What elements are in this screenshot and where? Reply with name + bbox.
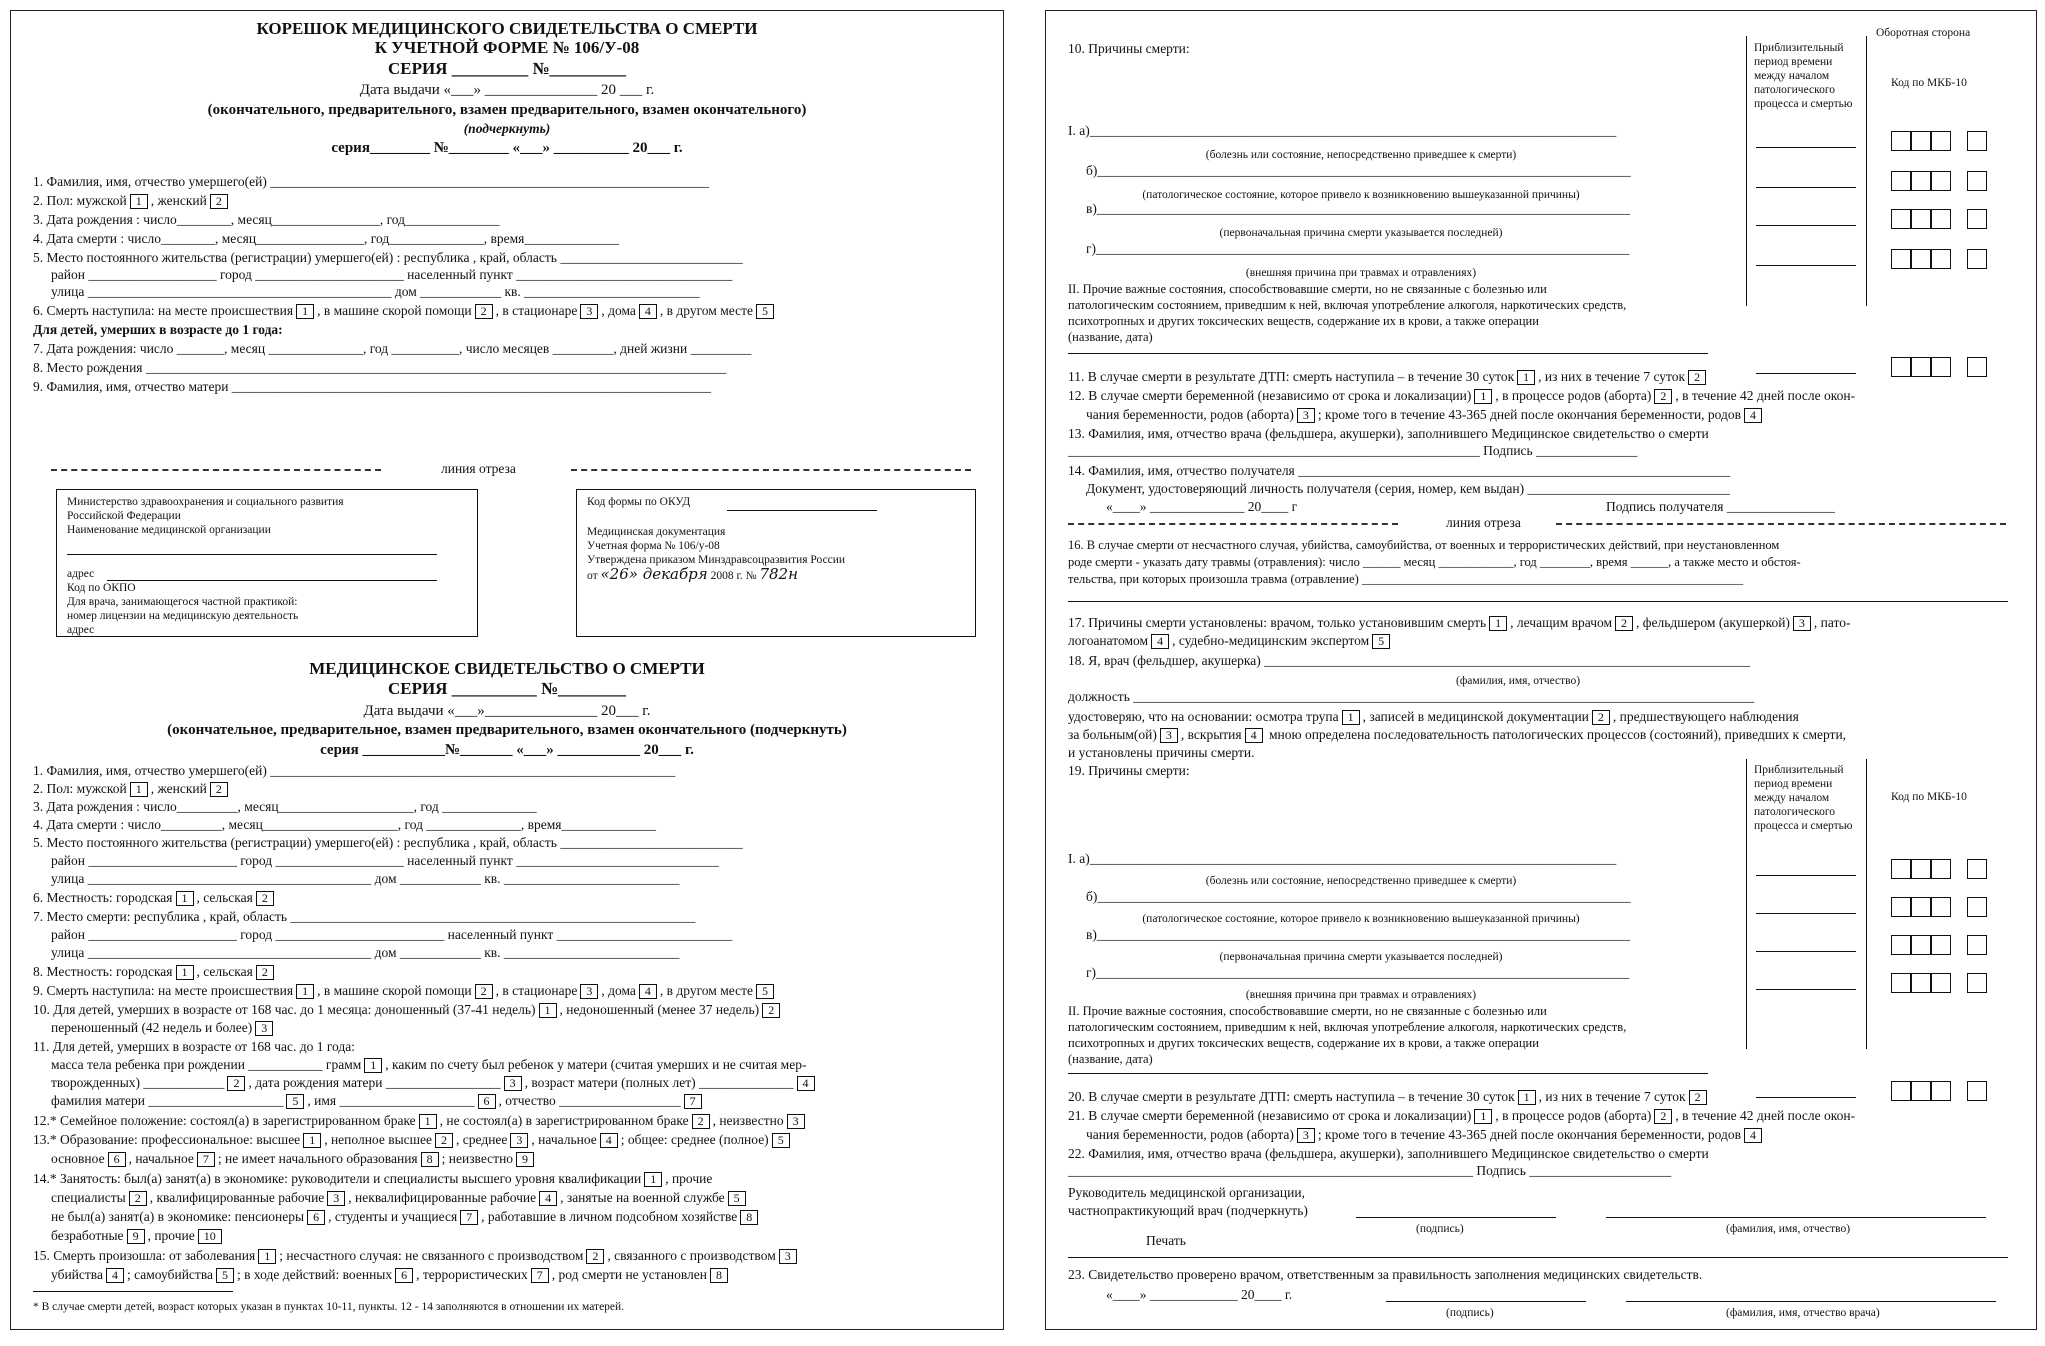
column-divider: [1746, 759, 1747, 1049]
icd-code-cell[interactable]: [1931, 249, 1951, 269]
rule: [1356, 1217, 1556, 1218]
icd-code-cell[interactable]: [1891, 935, 1911, 955]
cause-a-2: I. а)______________________________________________________________________________: [1068, 851, 1617, 866]
certificate-series-2: серия ___________№_______ «___» ___________ 20___ г.: [320, 742, 694, 758]
icd-code-cell[interactable]: [1967, 357, 1987, 377]
cert-field-10c: переношенный (42 недель и более) 3: [51, 1020, 276, 1036]
icd-code-cell[interactable]: [1891, 897, 1911, 917]
icd-code-cell[interactable]: [1931, 209, 1951, 229]
cert-field-15: 15. Смерть произошла: от заболевания 1 ; несчастного случая: не связанного с производством 2 , связанного с производством 3: [33, 1248, 800, 1264]
ministry-address-2: адрес: [67, 624, 95, 636]
stub-title: КОРЕШОК МЕДИЦИНСКОГО СВИДЕТЕЛЬСТВА О СМЕРТИ: [256, 19, 758, 38]
cert-field-13f: основное 6 , начальное 7 ; не имеет начального образования 8 ; неизвестно 9: [51, 1151, 537, 1167]
period-line[interactable]: [1756, 265, 1856, 266]
icd-code-cell[interactable]: [1967, 973, 1987, 993]
cert-field-3: 3. Дата рождения : число_________, месяц____________________, год ______________: [33, 799, 537, 814]
stub-field-6: 6. Смерть наступила: на месте происшествия 1 , в машине скорой помощи 2 , в стационаре 3 , дома 4 , в другом месте 5: [33, 303, 777, 319]
certificate-types: (окончательное, предварительное, взамен предварительного, взамен окончательного (подчеркнуть): [167, 722, 847, 738]
icd-code-cell[interactable]: [1891, 131, 1911, 151]
icd-code-cell[interactable]: [1931, 973, 1951, 993]
ministry-box: [56, 489, 478, 637]
icd-code-cell[interactable]: [1931, 357, 1951, 377]
stub-field-2: 2. Пол: мужской 1 , женский 2: [33, 193, 231, 209]
head-sign-caption: (подпись): [1416, 1223, 1464, 1235]
footnote: * В случае смерти детей, возраст которых указан в пунктах 10-11, пункты. 12 - 14 заполняются в отношении их матерей.: [33, 1301, 625, 1313]
stub-underline-note: (подчеркнуть): [463, 121, 551, 136]
certificate-front-page: [10, 10, 1004, 1330]
icd-code-cell[interactable]: [1931, 859, 1951, 879]
column-divider: [1866, 759, 1867, 1049]
stub-field-8: 8. Место рождения ______________________________________________________________________________________: [33, 360, 727, 375]
q16c: тельства, при которых произошла травма (отравление) _____________________________________________________________: [1068, 572, 1744, 586]
icd-code-cell[interactable]: [1911, 973, 1931, 993]
cause-g: г)_______________________________________________________________________________: [1086, 241, 1630, 256]
q18-certify: удостоверяю, что на основании: осмотра трупа 1 , записей в медицинской документации 2 , предшествующего наблюдения: [1068, 709, 1799, 725]
q12: 12. В случае смерти беременной (независимо от срока и локализации) 1 , в процессе родов (аборта) 2 , в течение 42 дней после окон-: [1068, 388, 1856, 404]
other-conditions-2-2: патологическим состоянием, приведшим к ней, включая употребление алкоголя, наркотических средств,: [1068, 1020, 1627, 1034]
okud-approved: Утверждена приказом Минздравсоцразвития России: [587, 554, 846, 566]
rule: [1068, 1257, 2008, 1258]
stub-field-9: 9. Фамилия, имя, отчество матери _______________________________________________________________________: [33, 379, 712, 394]
q19-heading: 19. Причины смерти:: [1068, 763, 1190, 778]
cert-field-4: 4. Дата смерти : число_________, месяц____________________, год ______________, время______________: [33, 817, 656, 832]
q20: 20. В случае смерти в результате ДТП: смерть наступила – в течение 30 суток 1 , из них в течение 7 суток 2: [1068, 1089, 1710, 1105]
cause-b-caption: (патологическое состояние, которое привело к возникновению вышеуказанной причины): [1142, 189, 1580, 201]
icd-code-cell[interactable]: [1967, 131, 1987, 151]
other-conditions-2-4: (название, дата): [1068, 1052, 1153, 1066]
q16a: 16. В случае смерти от несчастного случая, убийства, самоубийства, от военных и террористических действий, при неустановленном: [1068, 538, 1780, 552]
cause-v-2: в)_______________________________________________________________________________: [1086, 927, 1631, 942]
period-header-2: Приблизительный период времени между началом патологического процесса и смертью: [1754, 764, 1853, 832]
cut-line-right: [571, 469, 971, 471]
icd-code-cell[interactable]: [1911, 171, 1931, 191]
cause-b-caption-2: (патологическое состояние, которое привело к возникновению вышеуказанной причины): [1142, 913, 1580, 925]
stub-infants-heading: Для детей, умерших в возрасте до 1 года:: [33, 322, 283, 337]
icd-code-cell[interactable]: [1891, 249, 1911, 269]
q18-position: должность ____________________________________________________________________________________________: [1068, 689, 1755, 704]
cause-a-caption-2: (болезнь или состояние, непосредственно приведшее к смерти): [1205, 875, 1517, 887]
q13: 13. Фамилия, имя, отчество врача (фельдшера, акушерки), заполнившего Медицинское свидетельство о смерти: [1068, 426, 1709, 441]
stub-field-4: 4. Дата смерти : число________, месяц________________, год______________, время______________: [33, 231, 619, 246]
cert-field-5c: улица __________________________________________ дом ____________ кв. __________________________: [51, 871, 680, 886]
cert-field-13: 13.* Образование: профессиональное: высшее 1 , неполное высшее 2 , среднее 3 , начальное 4 ; общее: среднее (полное) 5: [33, 1132, 793, 1148]
q18-end: и установлены причины смерти.: [1068, 745, 1255, 760]
okud-code: Код формы по ОКУД: [587, 496, 691, 508]
stub-field-5b: район ___________________ город ______________________ населенный пункт ________________________________: [51, 267, 733, 282]
period-line[interactable]: [1756, 147, 1856, 148]
rule: [1068, 353, 1708, 354]
q23-name-caption: (фамилия, имя, отчество врача): [1726, 1307, 1880, 1319]
q18-caption: (фамилия, имя, отчество): [1456, 675, 1581, 687]
okud-box: [576, 489, 976, 637]
icd-code-cell[interactable]: [1931, 171, 1951, 191]
okud-form-number: Учетная форма № 106/у-08: [587, 540, 720, 552]
cut-line-left: [51, 469, 381, 471]
stub-series: СЕРИЯ _________ №_________: [387, 59, 627, 78]
cause-g-2: г)_______________________________________________________________________________: [1086, 965, 1630, 980]
period-line[interactable]: [1756, 875, 1856, 876]
cert-field-11: 11. Для детей, умерших в возрасте от 168 час. до 1 года:: [33, 1039, 356, 1054]
column-divider: [1746, 36, 1747, 306]
icd-code-cell[interactable]: [1911, 209, 1931, 229]
cause-a-caption: (болезнь или состояние, непосредственно приведшее к смерти): [1205, 149, 1517, 161]
icd-code-cell[interactable]: [1891, 209, 1911, 229]
stub-field-5a: 5. Место постоянного жительства (регистрации) умершего(ей) : республика , край, область ___________________________: [33, 250, 743, 265]
cert-field-11c: творожденных) ____________ 2 , дата рождения матери _________________ 3 , возраст матери (полных лет) ______________ 4: [51, 1075, 818, 1091]
cause-g-caption: (внешняя причина при травмах и отравлениях): [1245, 267, 1477, 279]
column-divider: [1866, 36, 1867, 306]
rule: [1386, 1301, 1586, 1302]
head-name-caption: (фамилия, имя, отчество): [1726, 1223, 1851, 1235]
cause-v: в)_______________________________________________________________________________: [1086, 201, 1631, 216]
cause-g-caption-2: (внешняя причина при травмах и отравлениях): [1245, 989, 1477, 1001]
ministry-line-3: Наименование медицинской организации: [67, 524, 271, 536]
icd-code-cell[interactable]: [1967, 209, 1987, 229]
ministry-private-doctor: Для врача, занимающегося частной практикой:: [67, 596, 298, 608]
footnote-rule: [33, 1291, 233, 1292]
cause-a: I. а)______________________________________________________________________________: [1068, 123, 1617, 138]
other-conditions-4: (название, дата): [1068, 330, 1153, 344]
cut-line-label: линия отреза: [441, 461, 516, 476]
cause-b-2: б)_______________________________________________________________________________: [1086, 889, 1631, 904]
head-line-1: Руководитель медицинской организации,: [1068, 1185, 1305, 1200]
cut-line-label: линия отреза: [1446, 515, 1521, 530]
rule: [1068, 601, 2008, 602]
stub-field-3: 3. Дата рождения : число________, месяц________________, год______________: [33, 212, 500, 227]
period-header: Приблизительный период времени между началом патологического процесса и смертью: [1754, 42, 1853, 110]
cert-field-5b: район ______________________ город ___________________ населенный пункт ______________________________: [51, 853, 719, 868]
ministry-address: адрес: [67, 568, 95, 580]
period-line[interactable]: [1756, 187, 1856, 188]
q23: 23. Свидетельство проверено врачом, ответственным за правильность заполнения медицинских свидетельств.: [1068, 1267, 1703, 1282]
certificate-back-page: [1045, 10, 2037, 1330]
icd-code-cell[interactable]: [1967, 935, 1987, 955]
cert-field-1: 1. Фамилия, имя, отчество умершего(ей) ____________________________________________________________: [33, 763, 676, 778]
icd-code-cell[interactable]: [1967, 859, 1987, 879]
rule: [107, 580, 437, 581]
period-line[interactable]: [1756, 225, 1856, 226]
ministry-line-1: Министерство здравоохранения и социального развития: [67, 496, 344, 508]
q14-date: «____» ______________ 20____ г: [1106, 499, 1298, 514]
other-conditions-3: психотропных и других токсических веществ, содержание их в крови, а также операции: [1068, 314, 1539, 328]
icd-code-cell[interactable]: [1931, 935, 1951, 955]
certificate-series: СЕРИЯ __________ №________: [387, 679, 627, 698]
okud-medical-doc: Медицинская документация: [587, 526, 726, 538]
cert-field-11f: фамилия матери ____________________ 5 , имя ____________________ 6 , отчество __________________ 7: [51, 1093, 705, 1109]
icd-code-cell[interactable]: [1891, 357, 1911, 377]
icd-code-cell[interactable]: [1891, 973, 1911, 993]
icd-code-cell[interactable]: [1967, 897, 1987, 917]
ministry-license: номер лицензии на медицинскую деятельность: [67, 610, 299, 622]
q21d: чания беременности, родов (аборта) 3 ; кроме того в течение 43-365 дней после окончания беременности, родов 4: [1086, 1127, 1765, 1143]
icd-header-2: Код по МКБ-10: [1891, 791, 1967, 803]
icd-code-cell[interactable]: [1911, 935, 1931, 955]
cause-b: б)_______________________________________________________________________________: [1086, 163, 1631, 178]
stub-types: (окончательного, предварительного, взамен предварительного, взамен окончательного): [207, 102, 807, 118]
cert-field-5a: 5. Место постоянного жительства (регистрации) умершего(ей) : республика , край, область ___________________________: [33, 835, 743, 850]
cert-field-10: 10. Для детей, умерших в возрасте от 168 час. до 1 месяца: доношенный (37-41 недель) 1 , недоношенный (менее 37 недель) 2: [33, 1002, 783, 1018]
q17: 17. Причины смерти установлены: врачом, только установившим смерть 1 , лечащим врачом 2 , фельдшером (акушеркой) 3 , пато-: [1068, 615, 1851, 631]
icd-code-cell[interactable]: [1911, 859, 1931, 879]
cert-field-7c: улица __________________________________________ дом ____________ кв. __________________________: [51, 945, 680, 960]
ministry-line-2: Российской Федерации: [67, 510, 181, 522]
q11: 11. В случае смерти в результате ДТП: смерть наступила – в течение 30 суток 1 , из них в течение 7 суток 2: [1068, 369, 1709, 385]
q13-signature: _____________________________________________________________ Подпись _______________: [1068, 443, 1638, 458]
okud-order-date: от «26» декабря 2008 г. № 782н: [587, 565, 798, 583]
cert-field-9: 9. Смерть наступила: на месте происшествия 1 , в машине скорой помощи 2 , в стационаре 3 , дома 4 , в другом месте 5: [33, 983, 777, 999]
q14: 14. Фамилия, имя, отчество получателя ________________________________________________________________: [1068, 463, 1731, 478]
q21: 21. В случае смерти беременной (независимо от срока и локализации) 1 , в процессе родов (аборта) 2 , в течение 42 дней после окон-: [1068, 1108, 1856, 1124]
icd-code-cell[interactable]: [1891, 1081, 1911, 1101]
q10-heading: 10. Причины смерти:: [1068, 41, 1190, 56]
cut-line-left: [1068, 523, 1398, 525]
icd-code-cell[interactable]: [1911, 249, 1931, 269]
stub-subtitle: К УЧЕТНОЙ ФОРМЕ № 106/У-08: [374, 38, 640, 57]
icd-header: Код по МКБ-10: [1891, 77, 1967, 89]
stub-series-2: серия________ №________ «___» __________ 20___ г.: [331, 140, 683, 156]
icd-code-cell[interactable]: [1967, 1081, 1987, 1101]
other-conditions-2-1: II. Прочие важные состояния, способствовавшие смерти, но не связанные с болезнью или: [1068, 1004, 1547, 1018]
certificate-title: МЕДИЦИНСКОЕ СВИДЕТЕЛЬСТВО О СМЕРТИ: [309, 659, 705, 678]
cert-field-14j: безработные 9 , прочие 10: [51, 1228, 225, 1244]
icd-code-cell[interactable]: [1911, 357, 1931, 377]
icd-code-cell[interactable]: [1967, 249, 1987, 269]
icd-code-cell[interactable]: [1891, 171, 1911, 191]
cert-field-6: 6. Местность: городская 1 , сельская 2: [33, 890, 277, 906]
rule: [67, 554, 437, 555]
q17e: логоанатомом 4 , судебно-медицинским экспертом 5: [1068, 633, 1393, 649]
q12d: чания беременности, родов (аборта) 3 ; кроме того в течение 43-365 дней после окончания беременности, родов 4: [1086, 407, 1765, 423]
icd-code-cell[interactable]: [1967, 171, 1987, 191]
stub-field-7: 7. Дата рождения: число _______, месяц ______________, год __________, число месяцев _________, дней жизни _________: [33, 341, 752, 356]
icd-code-cell[interactable]: [1891, 859, 1911, 879]
cert-field-14: 14.* Занятость: был(а) занят(а) в экономике: руководители и специалисты высшего уровня квалификации 1 , прочие: [33, 1171, 713, 1187]
cause-v-caption: (первоначальная причина смерти указывается последней): [1219, 227, 1503, 239]
rule: [1606, 1217, 1986, 1218]
period-line[interactable]: [1756, 951, 1856, 952]
q16b: роде смерти - указать дату травмы (отравления): число ______ месяц ____________, год ________, время ______, а также место и обстоя-: [1068, 555, 1801, 569]
period-line[interactable]: [1756, 989, 1856, 990]
q22-signature: ____________________________________________________________ Подпись _____________________: [1068, 1163, 1672, 1178]
icd-code-cell[interactable]: [1911, 897, 1931, 917]
icd-code-cell[interactable]: [1931, 1081, 1951, 1101]
cert-field-14g: не был(а) занят(а) в экономике: пенсионеры 6 , студенты и учащиеся 7 , работавшие в личном подсобном хозяйстве 8: [51, 1209, 761, 1225]
cut-line-right: [1556, 523, 2006, 525]
other-conditions-2: патологическим состоянием, приведшим к ней, включая употребление алкоголя, наркотических средств,: [1068, 298, 1627, 312]
cert-field-8: 8. Местность: городская 1 , сельская 2: [33, 964, 277, 980]
rule: [1626, 1301, 1996, 1302]
cert-field-7b: район ______________________ город _________________________ населенный пункт __________________________: [51, 927, 733, 942]
cert-field-14c: специалисты 2 , квалифицированные рабочие 3 , неквалифицированные рабочие 4 , занятые на военной службе 5: [51, 1190, 749, 1206]
other-conditions-2-3: психотропных и других токсических веществ, содержание их в крови, а также операции: [1068, 1036, 1539, 1050]
stub-field-5c: улица _____________________________________________ дом ____________ кв. __________________________: [51, 284, 700, 299]
q18-basis: за больным(ой) 3 , вскрытия 4 мною определена последовательность патологических процессов (состояний), приведших к смерти,: [1068, 727, 1847, 743]
stub-field-1: 1. Фамилия, имя, отчество умершего(ей) _________________________________________________________________: [33, 174, 709, 189]
rule: [727, 510, 877, 511]
certificate-issue-date: Дата выдачи «___»_______________ 20___ г.: [363, 703, 651, 719]
head-line-2: частнопрактикующий врач (подчеркнуть): [1068, 1203, 1308, 1218]
stamp-label: Печать: [1146, 1233, 1186, 1248]
q14-document: Документ, удостоверяющий личность получателя (серия, номер, кем выдан) ______________________________: [1086, 481, 1730, 496]
cert-field-2: 2. Пол: мужской 1 , женский 2: [33, 781, 231, 797]
icd-code-cell[interactable]: [1931, 897, 1951, 917]
cert-field-11a: масса тела ребенка при рождении ___________ грамм 1 , каким по счету был ребенок у матери (считая умерших и не считая мер-: [51, 1057, 807, 1073]
cause-v-caption-2: (первоначальная причина смерти указывается последней): [1219, 951, 1503, 963]
q23-date: «____» _____________ 20____ г.: [1106, 1287, 1293, 1302]
q18: 18. Я, врач (фельдшер, акушерка) ________________________________________________________________________: [1068, 653, 1751, 668]
period-line[interactable]: [1756, 373, 1856, 374]
q23-sign-caption: (подпись): [1446, 1307, 1494, 1319]
q22: 22. Фамилия, имя, отчество врача (фельдшера, акушерки), заполнившего Медицинское свидетельство о смерти: [1068, 1146, 1709, 1161]
icd-code-cell[interactable]: [1911, 1081, 1931, 1101]
icd-code-cell[interactable]: [1911, 131, 1931, 151]
period-line[interactable]: [1756, 913, 1856, 914]
ministry-okpo: Код по ОКПО: [67, 582, 136, 594]
cert-field-12: 12.* Семейное положение: состоял(а) в зарегистрированном браке 1 , не состоял(а) в зарегистрированном браке 2 , неизвестно 3: [33, 1113, 808, 1129]
other-conditions-1: II. Прочие важные состояния, способствовавшие смерти, но не связанные с болезнью или: [1068, 282, 1547, 296]
period-line[interactable]: [1756, 1097, 1856, 1098]
stub-issue-date: Дата выдачи «___» _______________ 20 ___ г.: [359, 82, 655, 98]
cert-field-7a: 7. Место смерти: республика , край, область ____________________________________________________________: [33, 909, 696, 924]
cert-field-15d: убийства 4 ; самоубийства 5 ; в ходе действий: военных 6 , террористических 7 , род смерти не установлен 8: [51, 1267, 731, 1283]
q14-signature: Подпись получателя ________________: [1606, 499, 1835, 514]
reverse-side-label: Оборотная сторона: [1876, 27, 1971, 39]
icd-code-cell[interactable]: [1931, 131, 1951, 151]
rule: [1068, 1073, 1708, 1074]
